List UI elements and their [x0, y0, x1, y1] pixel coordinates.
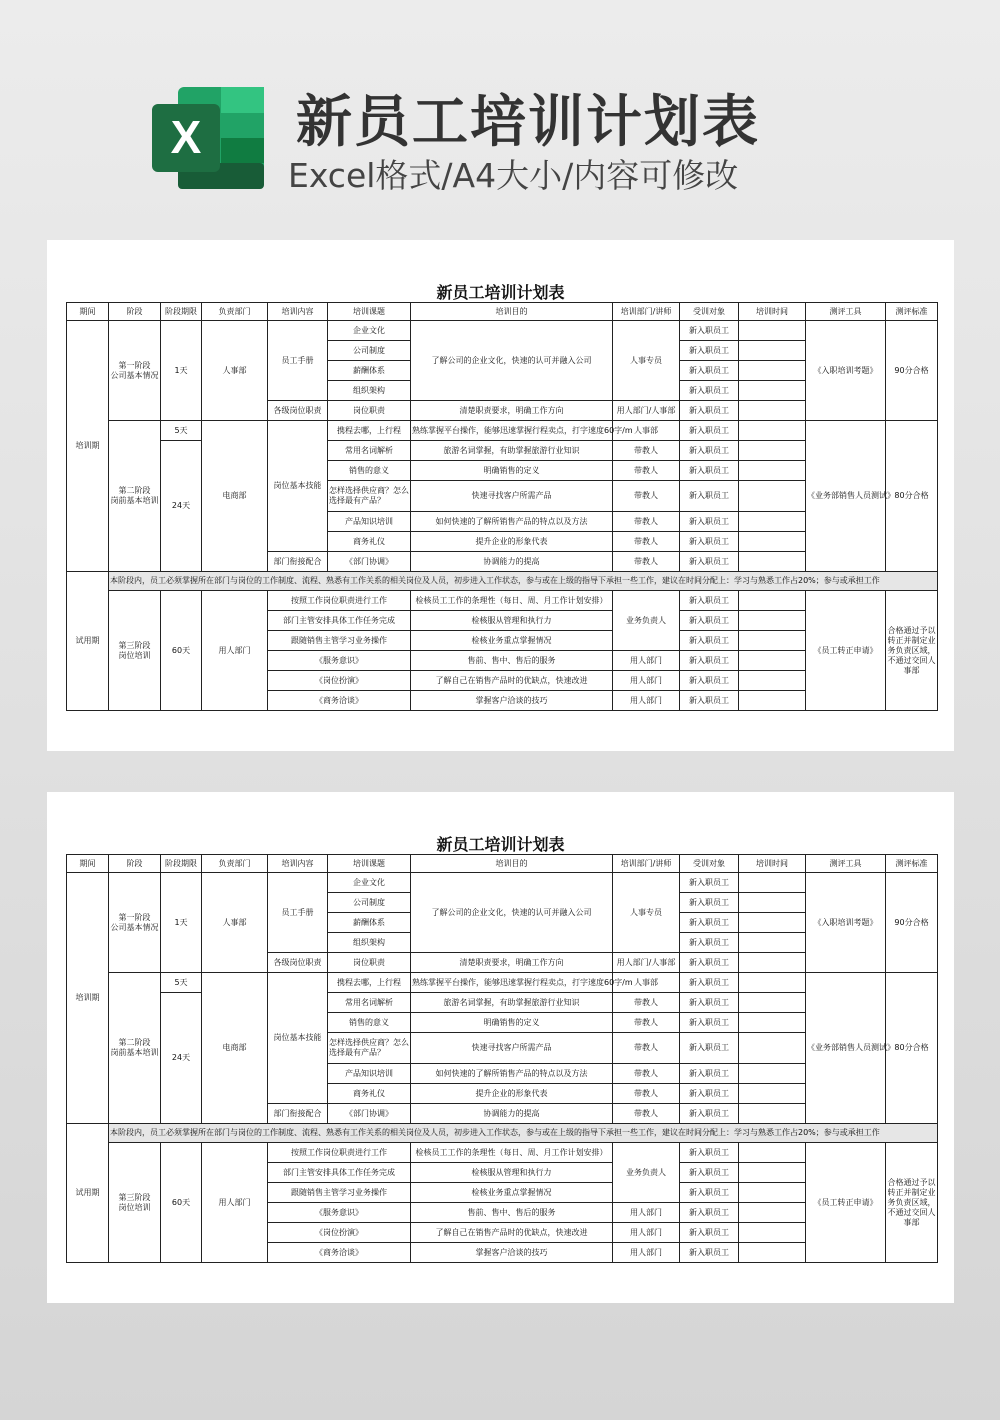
header-row	[67, 303, 938, 321]
standard-cell: 80分合格	[886, 421, 938, 572]
time-cell[interactable]	[739, 321, 806, 341]
purpose-cell: 检核服从管理和执行力	[411, 1163, 613, 1183]
trainee-cell: 新入职员工	[680, 1223, 739, 1243]
trainer-cell: 用人部门	[613, 1223, 680, 1243]
topic-cell: 产品知识培训	[328, 512, 411, 532]
duration-cell: 24天	[161, 441, 202, 572]
duration-cell: 24天	[161, 993, 202, 1124]
standard-cell: 合格通过予以转正并制定业务负责区域，不通过交回人事部	[886, 1143, 938, 1263]
topic-cell: 《岗位扮演》	[268, 1223, 411, 1243]
purpose-cell: 明确销售的定义	[411, 461, 613, 481]
time-cell[interactable]	[739, 1163, 806, 1183]
sheet-preview-card-2	[47, 792, 954, 1303]
topic-cell: 组织架构	[328, 933, 411, 953]
header-cell: 测评工具	[806, 303, 886, 321]
stage-cell: 第一阶段 公司基本情况	[109, 873, 161, 973]
training-plan-table	[66, 854, 938, 1263]
purpose-cell: 售前、售中、售后的服务	[411, 1203, 613, 1223]
time-cell[interactable]	[739, 381, 806, 401]
purpose-cell: 熟练掌握平台操作，能够迅速掌握行程卖点，打字速度60字/m	[411, 421, 613, 441]
trainer-cell: 用人部门	[613, 691, 680, 711]
header-cell: 阶段期限	[161, 303, 202, 321]
time-cell[interactable]	[739, 1104, 806, 1124]
trainee-cell: 新入职员工	[680, 1183, 739, 1203]
trainee-cell: 新入职员工	[680, 1104, 739, 1124]
content-cell: 员工手册	[268, 321, 328, 401]
trainee-cell: 新入职员工	[680, 1143, 739, 1163]
trainer-cell: 人事部	[613, 421, 680, 441]
purpose-cell: 如何快速的了解所销售产品的特点以及方法	[411, 1064, 613, 1084]
topic-cell: 跟随销售主管学习业务操作	[268, 631, 411, 651]
stage-note: 本阶段内，员工必须掌握所在部门与岗位的工作制度、流程、熟悉有工作关系的相关岗位及人员，初步进入工作状态，参与或在上级的指导下承担一些工作，建议在时间分配上：学习与熟悉工作占20%；参与或承担工作	[109, 572, 938, 591]
trainee-cell: 新入职员工	[680, 893, 739, 913]
topic-cell: 产品知识培训	[328, 1064, 411, 1084]
purpose-cell: 检核员工工作的条理性（每日、周、月工作计划安排）	[411, 591, 613, 611]
time-cell[interactable]	[739, 591, 806, 611]
trainee-cell: 新入职员工	[680, 1163, 739, 1183]
period-cell: 试用期	[67, 572, 109, 711]
topic-cell: 薪酬体系	[328, 361, 411, 381]
topic-cell: 跟随销售主管学习业务操作	[268, 1183, 411, 1203]
topic-cell: 公司制度	[328, 893, 411, 913]
trainer-cell: 带教人	[613, 1064, 680, 1084]
header-cell: 培训部门/讲师	[613, 855, 680, 873]
purpose-cell: 明确销售的定义	[411, 1013, 613, 1033]
topic-cell: 商务礼仪	[328, 1084, 411, 1104]
duration-cell: 1天	[161, 321, 202, 421]
trainee-cell: 新入职员工	[680, 671, 739, 691]
trainee-cell: 新入职员工	[680, 691, 739, 711]
time-cell[interactable]	[739, 913, 806, 933]
trainee-cell: 新入职员工	[680, 873, 739, 893]
header-cell: 期间	[67, 303, 109, 321]
tool-cell: 《员工转正申请》	[806, 591, 886, 711]
duration-cell: 5天	[161, 973, 202, 993]
header-cell: 阶段	[109, 855, 161, 873]
dept-cell: 电商部	[202, 421, 268, 572]
trainer-cell: 带教人	[613, 532, 680, 552]
content-cell: 部门衔接配合	[268, 552, 328, 572]
trainer-cell: 带教人	[613, 552, 680, 572]
purpose-cell: 了解自己在销售产品时的优缺点，快速改进	[411, 671, 613, 691]
topic-cell: 怎样选择供应商？怎么选择最有产品？	[328, 481, 411, 512]
time-cell[interactable]	[739, 1013, 806, 1033]
trainer-cell: 用人部门	[613, 1243, 680, 1263]
trainee-cell: 新入职员工	[680, 1013, 739, 1033]
content-cell: 各级岗位职责	[268, 953, 328, 973]
promo-title: 新员工培训计划表	[296, 90, 760, 155]
topic-cell: 组织架构	[328, 381, 411, 401]
header-cell: 阶段期限	[161, 855, 202, 873]
topic-cell: 《服务意识》	[268, 651, 411, 671]
header-cell: 培训目的	[411, 855, 613, 873]
time-cell[interactable]	[739, 401, 806, 421]
purpose-cell: 快速寻找客户所需产品	[411, 481, 613, 512]
header-cell: 受训对象	[680, 303, 739, 321]
purpose-cell: 熟练掌握平台操作，能够迅速掌握行程卖点，打字速度60字/m	[411, 973, 613, 993]
time-cell[interactable]	[739, 1033, 806, 1064]
standard-cell: 90分合格	[886, 873, 938, 973]
excel-logo-icon	[152, 87, 264, 189]
header-cell: 期间	[67, 855, 109, 873]
topic-cell: 销售的意义	[328, 1013, 411, 1033]
table-row	[67, 873, 938, 893]
stage-note: 本阶段内，员工必须掌握所在部门与岗位的工作制度、流程、熟悉有工作关系的相关岗位及人员，初步进入工作状态，参与或在上级的指导下承担一些工作，建议在时间分配上：学习与熟悉工作占20%；参与或承担工作	[109, 1124, 938, 1143]
dept-cell: 人事部	[202, 321, 268, 421]
purpose-cell: 提升企业的形象代表	[411, 532, 613, 552]
stage-cell: 第二阶段 岗前基本培训	[109, 421, 161, 572]
header-cell: 培训课题	[328, 855, 411, 873]
purpose-cell: 协调能力的提高	[411, 552, 613, 572]
header-cell: 培训课题	[328, 303, 411, 321]
header-cell: 测评标准	[886, 855, 938, 873]
sheet-title: 新员工培训计划表	[436, 835, 565, 854]
time-cell[interactable]	[739, 671, 806, 691]
table-row	[67, 1143, 938, 1163]
trainer-cell: 业务负责人	[613, 591, 680, 651]
trainer-cell: 用人部门	[613, 671, 680, 691]
trainee-cell: 新入职员工	[680, 973, 739, 993]
trainee-cell: 新入职员工	[680, 1243, 739, 1263]
table-row	[67, 321, 938, 341]
trainee-cell: 新入职员工	[680, 953, 739, 973]
trainee-cell: 新入职员工	[680, 481, 739, 512]
trainee-cell: 新入职员工	[680, 933, 739, 953]
topic-cell: 《商务洽谈》	[268, 1243, 411, 1263]
trainee-cell: 新入职员工	[680, 1064, 739, 1084]
content-cell: 岗位基本技能	[268, 421, 328, 552]
time-cell[interactable]	[739, 1183, 806, 1203]
topic-cell: 携程去哪，上行程	[328, 421, 411, 441]
header-cell: 阶段	[109, 303, 161, 321]
training-plan-table	[66, 302, 938, 711]
purpose-cell: 检核员工工作的条理性（每日、周、月工作计划安排）	[411, 1143, 613, 1163]
purpose-cell: 掌握客户洽谈的技巧	[411, 691, 613, 711]
trainee-cell: 新入职员工	[680, 631, 739, 651]
trainer-cell: 带教人	[613, 441, 680, 461]
dept-cell: 电商部	[202, 973, 268, 1124]
topic-cell: 《岗位扮演》	[268, 671, 411, 691]
topic-cell: 部门主管安排具体工作任务完成	[268, 611, 411, 631]
trainee-cell: 新入职员工	[680, 532, 739, 552]
trainee-cell: 新入职员工	[680, 611, 739, 631]
time-cell[interactable]	[739, 441, 806, 461]
topic-cell: 怎样选择供应商？怎么选择最有产品？	[328, 1033, 411, 1064]
table-row	[67, 973, 938, 993]
time-cell[interactable]	[739, 631, 806, 651]
time-cell[interactable]	[739, 1143, 806, 1163]
header-cell: 负责部门	[202, 303, 268, 321]
time-cell[interactable]	[739, 611, 806, 631]
trainee-cell: 新入职员工	[680, 461, 739, 481]
promo-header	[0, 0, 1000, 230]
time-cell[interactable]	[739, 953, 806, 973]
sheet-preview-card-1	[47, 240, 954, 751]
trainer-cell: 带教人	[613, 1104, 680, 1124]
topic-cell: 携程去哪，上行程	[328, 973, 411, 993]
topic-cell: 销售的意义	[328, 461, 411, 481]
time-cell[interactable]	[739, 512, 806, 532]
excel-logo-letter: X	[170, 111, 202, 163]
time-cell[interactable]	[739, 973, 806, 993]
time-cell[interactable]	[739, 691, 806, 711]
trainer-cell: 带教人	[613, 1084, 680, 1104]
header-row	[67, 855, 938, 873]
purpose-cell: 掌握客户洽谈的技巧	[411, 1243, 613, 1263]
topic-cell: 《商务洽谈》	[268, 691, 411, 711]
content-cell: 员工手册	[268, 873, 328, 953]
time-cell[interactable]	[739, 873, 806, 893]
trainer-cell: 带教人	[613, 461, 680, 481]
time-cell[interactable]	[739, 933, 806, 953]
purpose-cell: 协调能力的提高	[411, 1104, 613, 1124]
header-cell: 培训时间	[739, 855, 806, 873]
topic-cell: 常用名词解析	[328, 993, 411, 1013]
stage-cell: 第三阶段 岗位培训	[109, 1143, 161, 1263]
time-cell[interactable]	[739, 893, 806, 913]
stage-cell: 第二阶段 岗前基本培训	[109, 973, 161, 1124]
trainee-cell: 新入职员工	[680, 993, 739, 1013]
stage-cell: 第三阶段 岗位培训	[109, 591, 161, 711]
content-cell: 部门衔接配合	[268, 1104, 328, 1124]
topic-cell: 薪酬体系	[328, 913, 411, 933]
header-cell: 培训目的	[411, 303, 613, 321]
header-cell: 培训内容	[268, 855, 328, 873]
time-cell[interactable]	[739, 552, 806, 572]
topic-cell: 按照工作岗位职责进行工作	[268, 1143, 411, 1163]
standard-cell: 90分合格	[886, 321, 938, 421]
purpose-cell: 了解公司的企业文化，快速的认可并融入公司	[411, 873, 613, 953]
dept-cell: 用人部门	[202, 1143, 268, 1263]
header-cell: 培训内容	[268, 303, 328, 321]
purpose-cell: 如何快速的了解所销售产品的特点以及方法	[411, 512, 613, 532]
trainer-cell: 用人部门/人事部	[613, 401, 680, 421]
topic-cell: 公司制度	[328, 341, 411, 361]
trainee-cell: 新入职员工	[680, 421, 739, 441]
topic-cell: 商务礼仪	[328, 532, 411, 552]
purpose-cell: 了解自己在销售产品时的优缺点，快速改进	[411, 1223, 613, 1243]
time-cell[interactable]	[739, 1084, 806, 1104]
topic-cell: 《部门协调》	[328, 1104, 411, 1124]
trainee-cell: 新入职员工	[680, 401, 739, 421]
sheet-title: 新员工培训计划表	[436, 283, 565, 302]
standard-cell: 合格通过予以转正并制定业务负责区域，不通过交回人事部	[886, 591, 938, 711]
duration-cell: 60天	[161, 591, 202, 711]
stage-cell: 第一阶段 公司基本情况	[109, 321, 161, 421]
note-row	[67, 572, 938, 591]
purpose-cell: 检核服从管理和执行力	[411, 611, 613, 631]
trainee-cell: 新入职员工	[680, 1033, 739, 1064]
trainee-cell: 新入职员工	[680, 341, 739, 361]
time-cell[interactable]	[739, 481, 806, 512]
period-cell: 试用期	[67, 1124, 109, 1263]
trainer-cell: 业务负责人	[613, 1143, 680, 1203]
header-cell: 测评工具	[806, 855, 886, 873]
time-cell[interactable]	[739, 1243, 806, 1263]
trainee-cell: 新入职员工	[680, 321, 739, 341]
period-cell: 培训期	[67, 873, 109, 1124]
topic-cell: 企业文化	[328, 321, 411, 341]
purpose-cell: 清楚职责要求，明确工作方向	[411, 401, 613, 421]
purpose-cell: 旅游名词掌握，有助掌握旅游行业知识	[411, 993, 613, 1013]
duration-cell: 60天	[161, 1143, 202, 1263]
tool-cell: 《业务部销售人员测试》	[806, 421, 886, 572]
trainer-cell: 带教人	[613, 1033, 680, 1064]
trainer-cell: 人事专员	[613, 873, 680, 953]
topic-cell: 部门主管安排具体工作任务完成	[268, 1163, 411, 1183]
tool-cell: 《入职培训考题》	[806, 873, 886, 973]
tool-cell: 《业务部销售人员测试》	[806, 973, 886, 1124]
trainer-cell: 带教人	[613, 1013, 680, 1033]
topic-cell: 企业文化	[328, 873, 411, 893]
tool-cell: 《入职培训考题》	[806, 321, 886, 421]
trainee-cell: 新入职员工	[680, 512, 739, 532]
topic-cell: 按照工作岗位职责进行工作	[268, 591, 411, 611]
dept-cell: 人事部	[202, 873, 268, 973]
header-cell: 培训时间	[739, 303, 806, 321]
topic-cell: 岗位职责	[328, 401, 411, 421]
trainee-cell: 新入职员工	[680, 381, 739, 401]
trainer-cell: 带教人	[613, 993, 680, 1013]
purpose-cell: 提升企业的形象代表	[411, 1084, 613, 1104]
trainer-cell: 带教人	[613, 481, 680, 512]
standard-cell: 80分合格	[886, 973, 938, 1124]
time-cell[interactable]	[739, 1223, 806, 1243]
tool-cell: 《员工转正申请》	[806, 1143, 886, 1263]
trainee-cell: 新入职员工	[680, 651, 739, 671]
duration-cell: 1天	[161, 873, 202, 973]
time-cell[interactable]	[739, 341, 806, 361]
trainer-cell: 用人部门/人事部	[613, 953, 680, 973]
trainer-cell: 人事部	[613, 973, 680, 993]
purpose-cell: 清楚职责要求，明确工作方向	[411, 953, 613, 973]
trainee-cell: 新入职员工	[680, 361, 739, 381]
trainer-cell: 用人部门	[613, 651, 680, 671]
trainee-cell: 新入职员工	[680, 1084, 739, 1104]
purpose-cell: 售前、售中、售后的服务	[411, 651, 613, 671]
header-cell: 测评标准	[886, 303, 938, 321]
purpose-cell: 检核业务重点掌握情况	[411, 631, 613, 651]
header-cell: 培训部门/讲师	[613, 303, 680, 321]
trainee-cell: 新入职员工	[680, 1203, 739, 1223]
trainer-cell: 带教人	[613, 512, 680, 532]
topic-cell: 《服务意识》	[268, 1203, 411, 1223]
topic-cell: 常用名词解析	[328, 441, 411, 461]
time-cell[interactable]	[739, 651, 806, 671]
time-cell[interactable]	[739, 421, 806, 441]
content-cell: 各级岗位职责	[268, 401, 328, 421]
table-row	[67, 421, 938, 441]
time-cell[interactable]	[739, 1203, 806, 1223]
time-cell[interactable]	[739, 993, 806, 1013]
table-row	[67, 591, 938, 611]
purpose-cell: 快速寻找客户所需产品	[411, 1033, 613, 1064]
promo-subtitle: Excel格式/A4大小/内容可修改	[288, 156, 739, 195]
period-cell: 培训期	[67, 321, 109, 572]
time-cell[interactable]	[739, 532, 806, 552]
note-row	[67, 1124, 938, 1143]
header-cell: 受训对象	[680, 855, 739, 873]
content-cell: 岗位基本技能	[268, 973, 328, 1104]
purpose-cell: 了解公司的企业文化，快速的认可并融入公司	[411, 321, 613, 401]
time-cell[interactable]	[739, 1064, 806, 1084]
header-cell: 负责部门	[202, 855, 268, 873]
dept-cell: 用人部门	[202, 591, 268, 711]
trainer-cell: 用人部门	[613, 1203, 680, 1223]
duration-cell: 5天	[161, 421, 202, 441]
topic-cell: 《部门协调》	[328, 552, 411, 572]
trainee-cell: 新入职员工	[680, 591, 739, 611]
trainee-cell: 新入职员工	[680, 913, 739, 933]
trainer-cell: 人事专员	[613, 321, 680, 401]
purpose-cell: 旅游名词掌握，有助掌握旅游行业知识	[411, 441, 613, 461]
topic-cell: 岗位职责	[328, 953, 411, 973]
trainee-cell: 新入职员工	[680, 441, 739, 461]
trainee-cell: 新入职员工	[680, 552, 739, 572]
purpose-cell: 检核业务重点掌握情况	[411, 1183, 613, 1203]
time-cell[interactable]	[739, 361, 806, 381]
time-cell[interactable]	[739, 461, 806, 481]
